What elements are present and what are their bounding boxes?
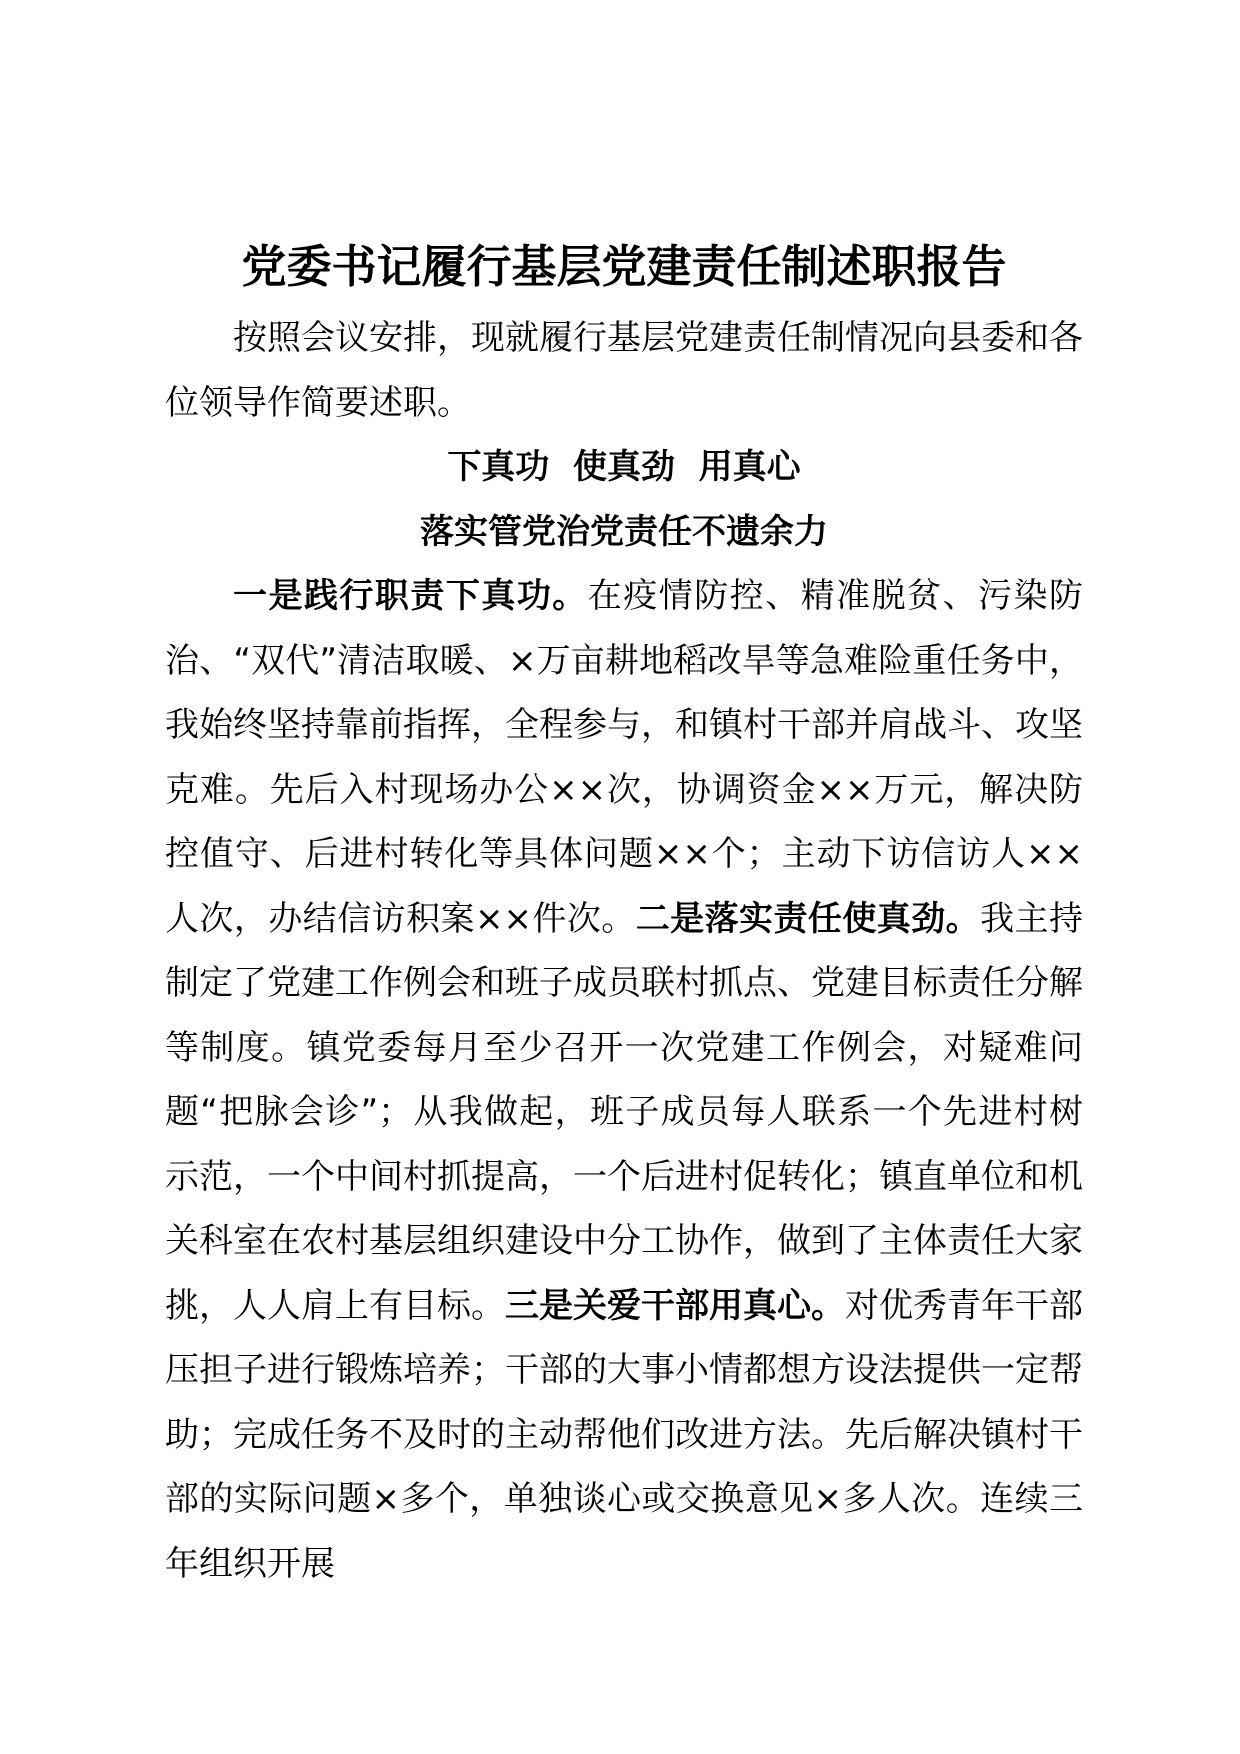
point-2-text: 我主持制定了党建工作例会和班子成员联村抓点、党建目标责任分解等制度。镇党委每月至少召开一次党建工作例会，对疑难问题“把脉会诊”；从我做起，班子成员每人联系一个先进村树示范，一个中间村抓提高，一个后进村促转化；镇直单位和机关科室在农村基层组织建设中分工协作，做到了主体责任大家挑，人人肩上有目标。 xyxy=(165,898,1084,1326)
body-paragraph xyxy=(165,564,1083,1596)
point-2-lead: 二是落实责任使真劲。 xyxy=(635,898,981,939)
point-1-lead: 一是践行职责下真功。 xyxy=(233,576,588,616)
document-title: 党委书记履行基层党建责任制述职报告 xyxy=(241,240,1007,293)
point-3-lead: 三是关爱干部用真心。 xyxy=(505,1285,845,1326)
point-3-text: 对优秀青年干部压担子进行锻炼培养；干部的大事小情都想方设法提供一定帮助；完成任务不及时的主动帮他们改进方法。先后解决镇村干部的实际问题×多个，单独谈心或交换意见×多人次。连续三年组织开展 xyxy=(165,1285,1083,1584)
intro-paragraph: 按照会议安排，现就履行基层党建责任制情况向县委和各位领导作简要述职。 xyxy=(165,318,1083,423)
section-heading-1: 下真功 使真劲 用真心 xyxy=(447,447,801,487)
section-heading-2: 落实管党治党责任不遗余力 xyxy=(420,511,828,552)
document-content xyxy=(165,228,1083,1596)
point-1-text: 在疫情防控、精准脱贫、污染防治、“双代”清洁取暖、×万亩耕地稻改旱等急难险重任务中，我始终坚持靠前指挥，全程参与，和镇村干部并肩战斗、攻坚克难。先后入村现场办公××次，协调资金××万元，解决防控值守、后进村转化等具体问题××个；主动下访信访人××人次，办结信访积案××件次。 xyxy=(165,576,1084,939)
